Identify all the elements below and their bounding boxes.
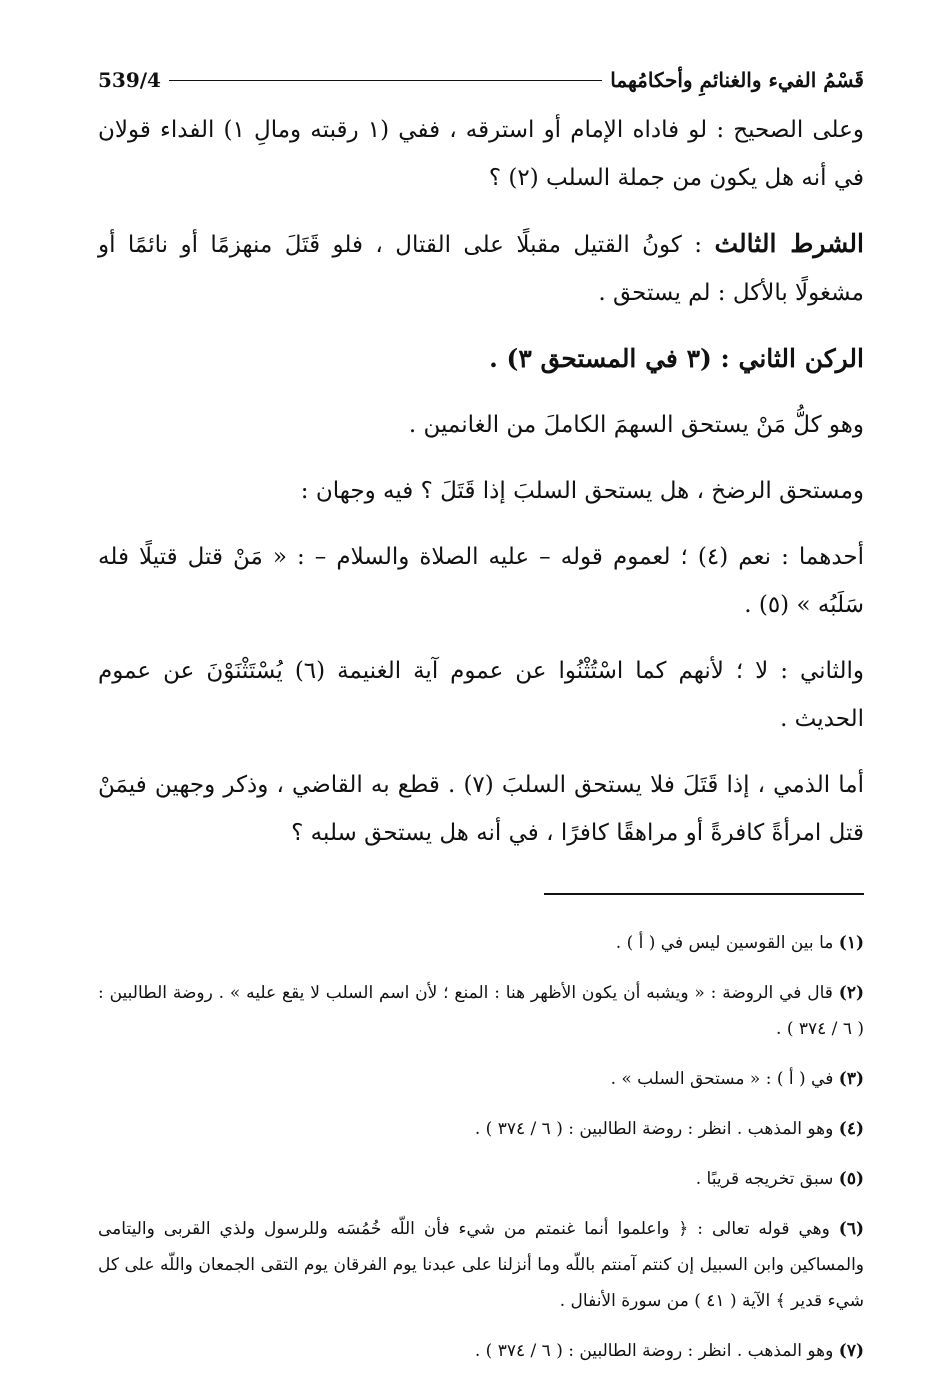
footnote-separator — [544, 893, 864, 895]
footnote — [98, 1061, 864, 1097]
main-text — [98, 106, 864, 857]
footnotes — [98, 925, 864, 1369]
header-rule — [169, 80, 602, 81]
footnote — [98, 1161, 864, 1197]
footnote-text: وهي قوله تعالى : ﴿ واعلموا أنما غنمتم من شيء فأن اللّه خُمُسَه وللرسول ولذي القربى واليتامى والمساكين وابن السبيل إن كنتم آمنتم باللّه وما أنزلنا على عبدنا يوم الفرقان يوم التقى الجمعان واللّه على كل شيء قدير ﴾ الآية ( ٤١ ) من سورة الأنفال . — [98, 1219, 864, 1311]
footnote-text: سبق تخريجه قريبًا . — [695, 1169, 834, 1189]
paragraph-dhimmi: أما الذمي ، إذا قَتَلَ فلا يستحق السلبَ (٧) . قطع به القاضي ، وذكر وجهين فيمَنْ قتل امرأةً كافرةً أو مراهقًا كافرًا ، في أنه هل يستحق سلبه ؟ — [98, 772, 864, 846]
running-header — [98, 60, 864, 100]
footnote-number: (١) — [838, 933, 864, 953]
footnote-text: ما بين القوسين ليس في ( أ ) . — [615, 933, 834, 953]
footnote-number: (٣) — [838, 1069, 864, 1089]
page-number: 539/4 — [98, 68, 161, 92]
running-title: قَسْمُ الفيء والغنائمِ وأحكامُهما — [610, 68, 864, 92]
footnote-number: (٥) — [838, 1169, 864, 1189]
footnote — [98, 1211, 864, 1319]
paragraph-ransom: وعلى الصحيح : لو فاداه الإمام أو استرقه ، ففي (١ رقبته ومالِ ١) الفداء قولان في أنه هل يكون من جملة السلب (٢) ؟ — [98, 117, 864, 191]
footnote — [98, 1111, 864, 1147]
footnote-number: (٧) — [838, 1341, 864, 1361]
footnote-text: وهو المذهب . انظر : روضة الطالبين : ( ٦ / ٣٧٤ ) . — [474, 1119, 834, 1139]
third-condition-title: الشرط الثالث — [714, 229, 864, 258]
paragraph-every-entitled: وهو كلُّ مَنْ يستحق السهمَ الكاملَ من الغانمين . — [408, 412, 864, 438]
footnote-number: (٦) — [838, 1219, 864, 1239]
footnote — [98, 925, 864, 961]
paragraph-third-condition — [98, 220, 864, 317]
footnote — [98, 975, 864, 1047]
paragraph-first-view: أحدهما : نعم (٤) ؛ لعموم قوله – عليه الصلاة والسلام – : « مَنْ قتل قتيلًا فله سَلَبُه » (٥) . — [98, 544, 865, 618]
footnote-number: (٢) — [838, 983, 865, 1003]
third-condition-text: : كونُ القتيل مقبلًا على القتال ، فلو قَتَلَ منهزمًا أو نائمًا أو مشغولًا بالأكل : لم يستحق . — [98, 232, 864, 306]
footnote-text: وهو المذهب . انظر : روضة الطالبين : ( ٦ / ٣٧٤ ) . — [474, 1341, 834, 1361]
paragraph-second-view: والثاني : لا ؛ لأنهم كما اسْتُثْنُوا عن عموم آية الغنيمة (٦) يُسْتَثْنَوْنَ عن عموم الحديث . — [98, 658, 864, 732]
footnote-text: في ( أ ) : « مستحق السلب » . — [610, 1069, 834, 1089]
book-page — [98, 60, 864, 1383]
section-heading-second-pillar: الركن الثاني : (٣ في المستحق ٣) . — [489, 344, 864, 373]
footnote-number: (٤) — [838, 1119, 864, 1139]
paragraph-radkh: ومستحق الرضخ ، هل يستحق السلبَ إذا قَتَلَ ؟ فيه وجهان : — [300, 478, 864, 504]
footnote-text: قال في الروضة : « ويشبه أن يكون الأظهر هنا : المنع ؛ لأن اسم السلب لا يقع عليه » . روضة الطالبين : ( ٦ / ٣٧٤ ) . — [98, 983, 864, 1039]
footnote — [98, 1333, 864, 1369]
